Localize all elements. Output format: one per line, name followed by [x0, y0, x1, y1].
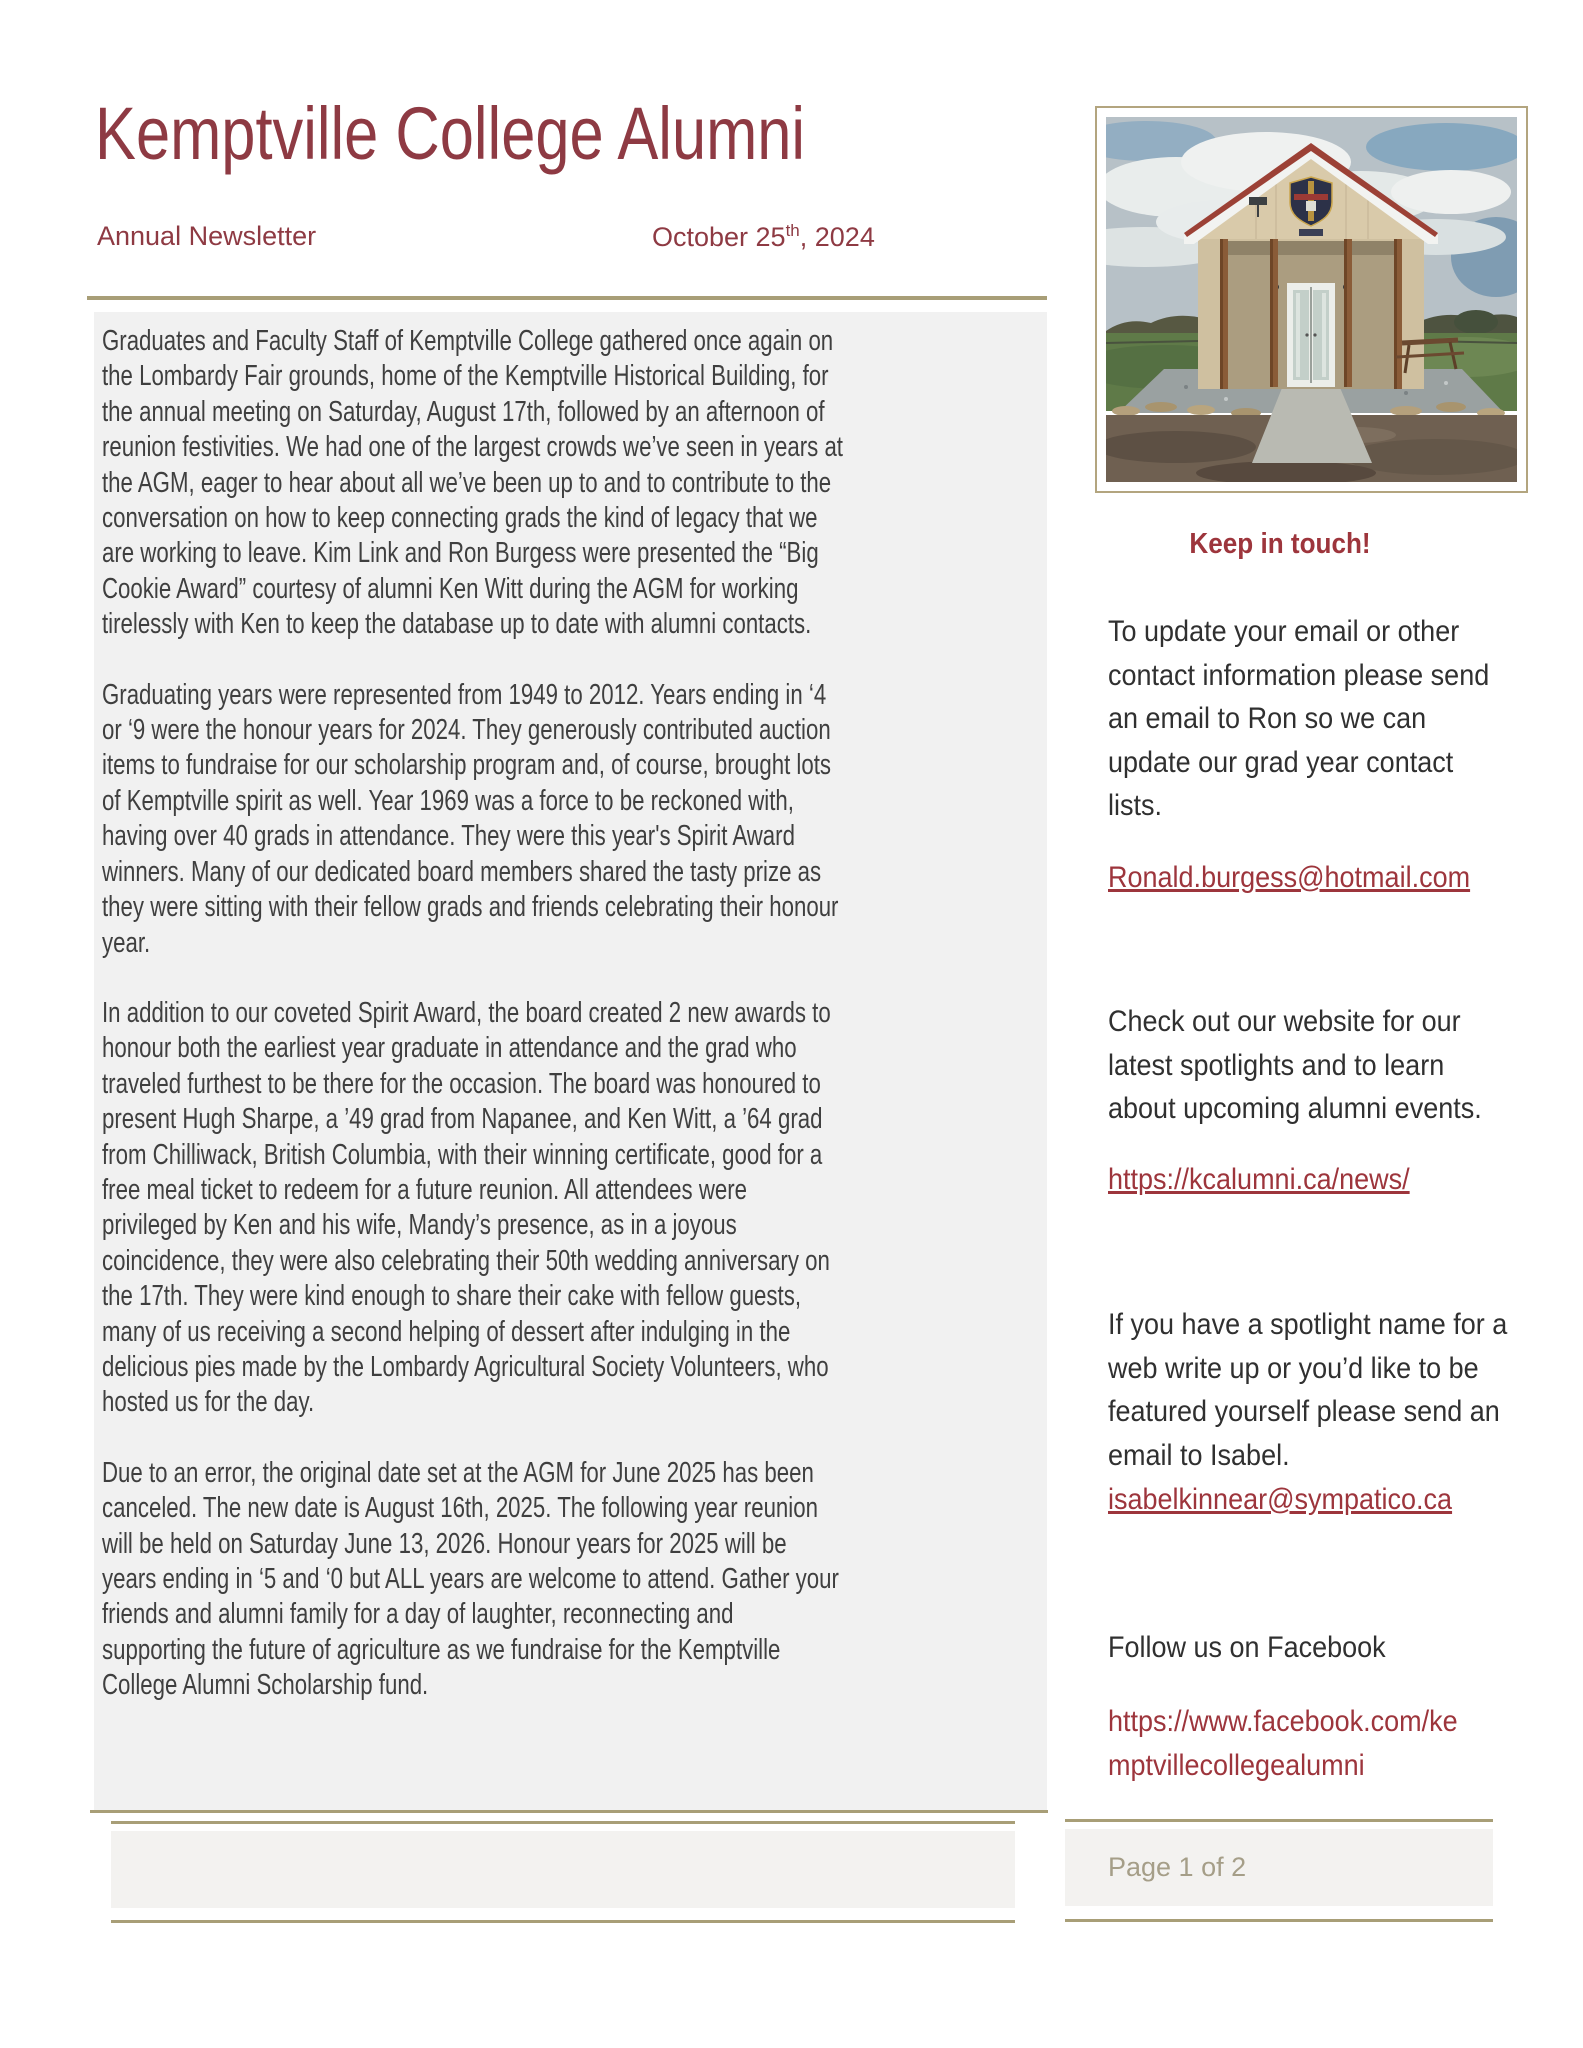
header-divider [87, 296, 1047, 300]
article-body [94, 312, 1047, 1810]
issue-date-day: October 25 [652, 222, 786, 252]
sidebar-footer-divider-bottom [1065, 1919, 1493, 1922]
facebook-text: Follow us on Facebook [1108, 1631, 1386, 1664]
page-indicator: Page 1 of 2 [1108, 1852, 1247, 1882]
article-paragraph: Graduates and Faculty Staff of Kemptville College gathered once again on the Lombardy Fair grounds, home of the Kemptville Historical Building, for the annual meeting on Saturday, August 17th, followed by an afternoon of reunion festivities. We had one of the largest crowds we’ve seen in years at the AGM, eager to hear about all we’ve been up to and to contribute to the conversation on how to keep connecting grads the kind of legacy that we are working to leave. Kim Link and Ron Burgess were presented the “Big Cookie Award” courtesy of alumni Ken Witt during the AGM for working tirelessly with Ken to keep the database up to date with alumni contacts. [102, 325, 843, 641]
footer-empty-box [111, 1831, 1015, 1908]
article-bottom-border [90, 1810, 1048, 1813]
facebook-url-link[interactable]: https://www.facebook.com/kemptvillecollegealumni [1108, 1705, 1458, 1782]
issue-date-ordinal: th [785, 221, 800, 240]
building-photo [1095, 106, 1528, 493]
website-text: Check out our website for our latest spotlights and to learn about upcoming alumni events. [1108, 1005, 1482, 1125]
issue-date-year: , 2024 [799, 222, 875, 252]
isabel-email-link[interactable]: isabelkinnear@sympatico.ca [1108, 1483, 1453, 1516]
page-number-box [1065, 1829, 1493, 1906]
ron-email-link[interactable]: Ronald.burgess@hotmail.com [1108, 861, 1471, 894]
article-paragraph: In addition to our coveted Spirit Award, the board created 2 new awards to honour both the earliest year graduate in attendance and the grad who traveled furthest to be there for the occasion. The board was honoured to present Hugh Sharpe, a ’49 grad from Napanee, and Ken Witt, a ’64 grad from Chilliwack, British Columbia, with their winning certificate, good for a free meal ticket to redeem for a future reunion. All attendees were privileged by Ken and his wife, Mandy’s presence, as in a joyous coincidence, they were also celebrating their 50th wedding anniversary on the 17th. They were kind enough to share their cake with fellow guests, many of us receiving a second helping of dessert after indulging in the delicious pies made by the Lombardy Agricultural Society Volunteers, who hosted us for the day. [102, 996, 831, 1419]
article-paragraph: Graduating years were represented from 1949 to 2012. Years ending in ‘4 or ‘9 were the honour years for 2024. They generously contributed auction items to fundraise for our scholarship program and, of course, brought lots of Kemptville spirit as well. Year 1969 was a force to be reckoned with, having over 40 grads in attendance. They were this year's Spirit Award winners. Many of our dedicated board members shared the tasty prize as they were sitting with their fellow grads and friends celebrating their honour year. [102, 678, 839, 959]
article-paragraph: Due to an error, the original date set at the AGM for June 2025 has been canceled. The new date is August 16th, 2025. The following year reunion will be held on Saturday June 13, 2026. Honour years for 2025 will be years ending in ‘5 and ‘0 but ALL years are welcome to attend. Gather your friends and alumni family for a day of laughter, reconnecting and supporting the future of agriculture as we fundraise for the Kemptville College Alumni Scholarship fund. [102, 1456, 839, 1702]
news-url-link[interactable]: https://kcalumni.ca/news/ [1108, 1163, 1410, 1196]
sidebar-footer-divider-top [1065, 1819, 1493, 1822]
newsletter-label: Annual Newsletter [97, 221, 317, 251]
issue-date [652, 221, 875, 253]
building-photo-illustration [1106, 117, 1517, 482]
footer-divider-top [111, 1821, 1015, 1824]
page-title: Kemptville College Alumni [95, 92, 806, 175]
footer-divider-bottom [111, 1920, 1015, 1923]
keep-in-touch-heading: Keep in touch! [1189, 528, 1371, 560]
article-text [102, 324, 843, 1704]
update-contact-text: To update your email or other contact information please send an email to Ron so we can update our grad year contact lists. [1108, 615, 1490, 822]
spotlight-text: If you have a spotlight name for a web write up or you’d like to be featured yourself please send an email to Isabel. [1108, 1308, 1508, 1472]
